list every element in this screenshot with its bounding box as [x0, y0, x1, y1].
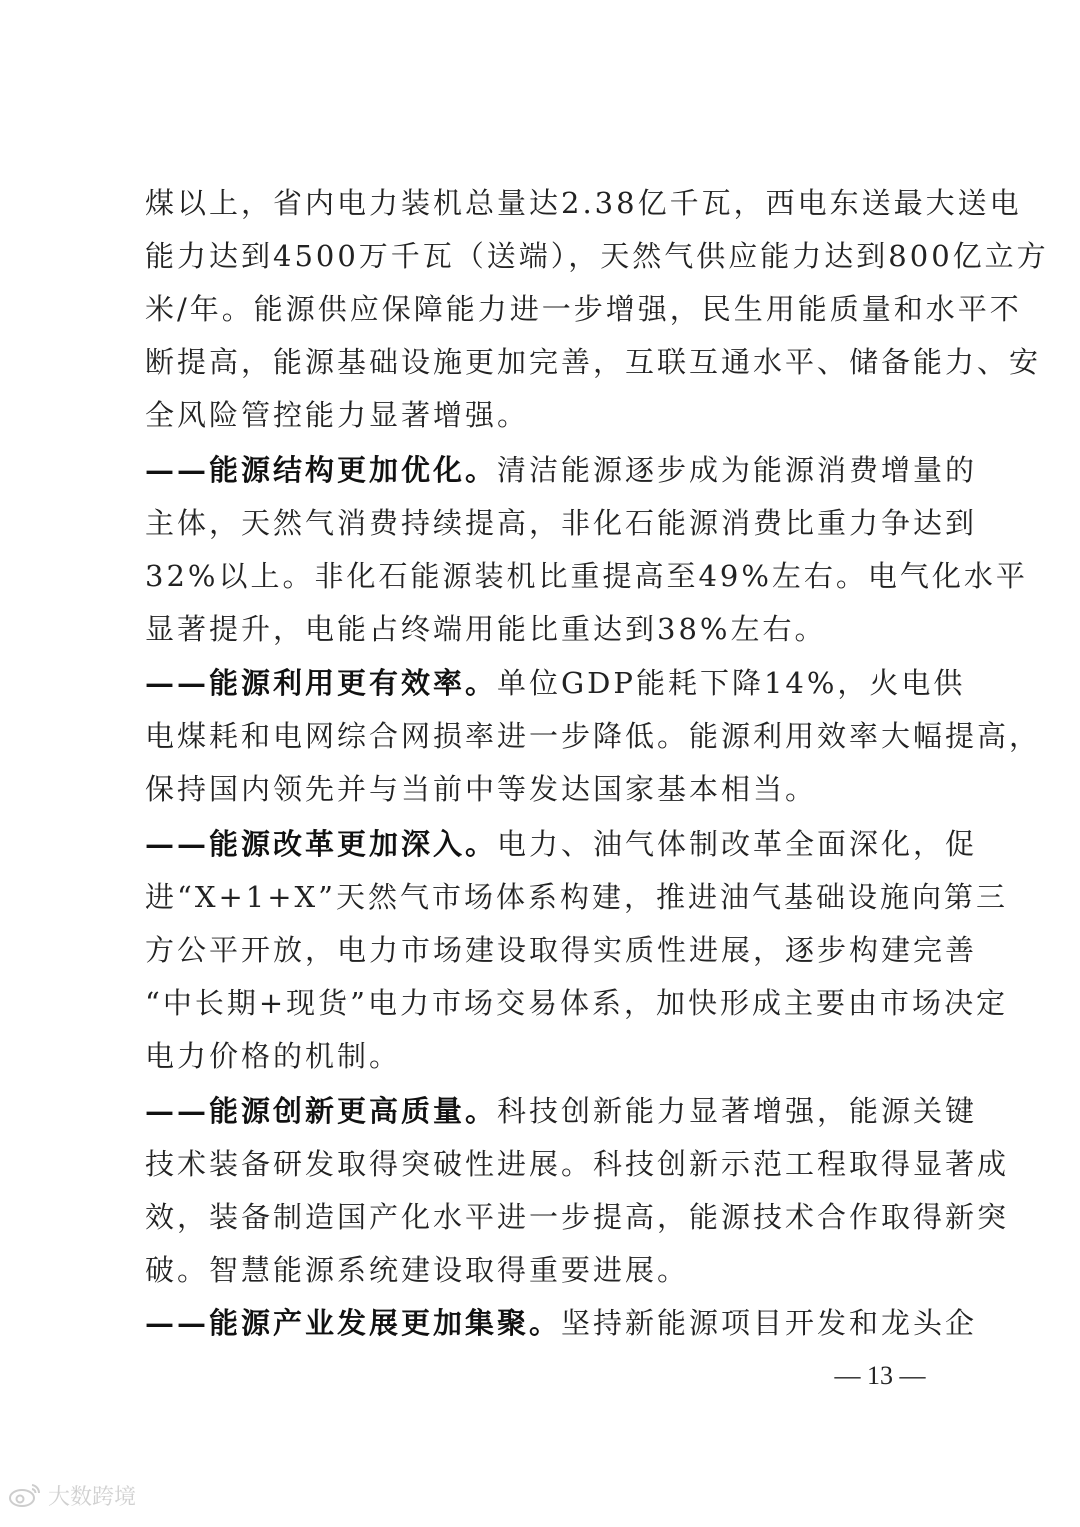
line-text: 电力、油气体制改革全面深化，促	[497, 827, 978, 861]
line-text: 技术装备研发取得突破性进展。科技创新示范工程取得显著成	[145, 1147, 1010, 1181]
paragraph-line	[145, 983, 1008, 1023]
section-heading: ——能源结构更加优化。	[145, 453, 498, 487]
paragraph-line	[145, 556, 1028, 596]
paragraph-line	[145, 395, 935, 435]
line-text: 能力达到4500万千瓦（送端），天然气供应能力达到800亿立方	[145, 239, 1049, 273]
paragraph-line	[145, 930, 978, 970]
paragraph-line	[145, 342, 1042, 382]
paragraph-line	[145, 1144, 1010, 1184]
weibo-logo-icon	[8, 1481, 42, 1509]
paragraph-line	[145, 824, 978, 864]
section-heading: ——能源创新更高质量。	[145, 1094, 498, 1128]
line-text: 科技创新能力显著增强，能源关键	[497, 1094, 978, 1128]
line-text: 保持国内领先并与当前中等发达国家基本相当。	[145, 772, 818, 806]
line-text: 效，装备制造国产化水平进一步提高，能源技术合作取得新突	[145, 1200, 1010, 1234]
line-text: 32%以上。非化石能源装机比重提高至49%左右。电气化水平	[145, 559, 1028, 593]
line-text: 断提高，能源基础设施更加完善，互联互通水平、储备能力、安	[145, 345, 1042, 379]
paragraph-line	[145, 609, 935, 649]
page-number: — 13 —	[834, 1361, 926, 1390]
paragraph-line	[145, 663, 966, 703]
line-text: 进“X+1+X”天然气市场体系构建，推进油气基础设施向第三	[145, 880, 1008, 914]
line-text: 清洁能源逐步成为能源消费增量的	[497, 453, 978, 487]
paragraph-line	[145, 289, 1022, 329]
section-heading: ——能源产业发展更加集聚。	[145, 1306, 562, 1340]
paragraph-line	[145, 1250, 935, 1290]
paragraph-line	[145, 1091, 978, 1131]
paragraph-line	[145, 1197, 1010, 1237]
paragraph-line	[145, 503, 978, 543]
line-text: 显著提升，电能占终端用能比重达到38%左右。	[145, 612, 827, 646]
line-text: 单位GDP能耗下降14%，火电供	[497, 666, 966, 700]
paragraph-line	[145, 183, 1022, 223]
line-text: 方公平开放，电力市场建设取得实质性进展，逐步构建完善	[145, 933, 978, 967]
watermark-text: 大数跨境	[48, 1484, 137, 1510]
paragraph-line	[145, 1303, 978, 1343]
line-text: 米/年。能源供应保障能力进一步增强，民生用能质量和水平不	[145, 292, 1022, 326]
section-heading: ——能源利用更有效率。	[145, 666, 498, 700]
line-text: 主体，天然气消费持续提高，非化石能源消费比重力争达到	[145, 506, 978, 540]
section-heading: ——能源改革更加深入。	[145, 827, 498, 861]
paragraph-line	[145, 236, 1049, 276]
paragraph-line	[145, 450, 978, 490]
line-text: 全风险管控能力显著增强。	[145, 398, 530, 432]
paragraph-line	[145, 716, 1042, 756]
line-text: 电煤耗和电网综合网损率进一步降低。能源利用效率大幅提高，	[145, 719, 1042, 753]
paragraph-line	[145, 1036, 935, 1076]
line-text: 煤以上，省内电力装机总量达2.38亿千瓦，西电东送最大送电	[145, 186, 1022, 220]
line-text: 破。智慧能源系统建设取得重要进展。	[145, 1253, 690, 1287]
paragraph-line	[145, 769, 935, 809]
line-text: “中长期+现货”电力市场交易体系，加快形成主要由市场决定	[145, 986, 1008, 1020]
watermark	[8, 1478, 136, 1512]
line-text: 电力价格的机制。	[145, 1039, 402, 1073]
paragraph-line	[145, 877, 1008, 917]
line-text: 坚持新能源项目开发和龙头企	[561, 1306, 978, 1340]
